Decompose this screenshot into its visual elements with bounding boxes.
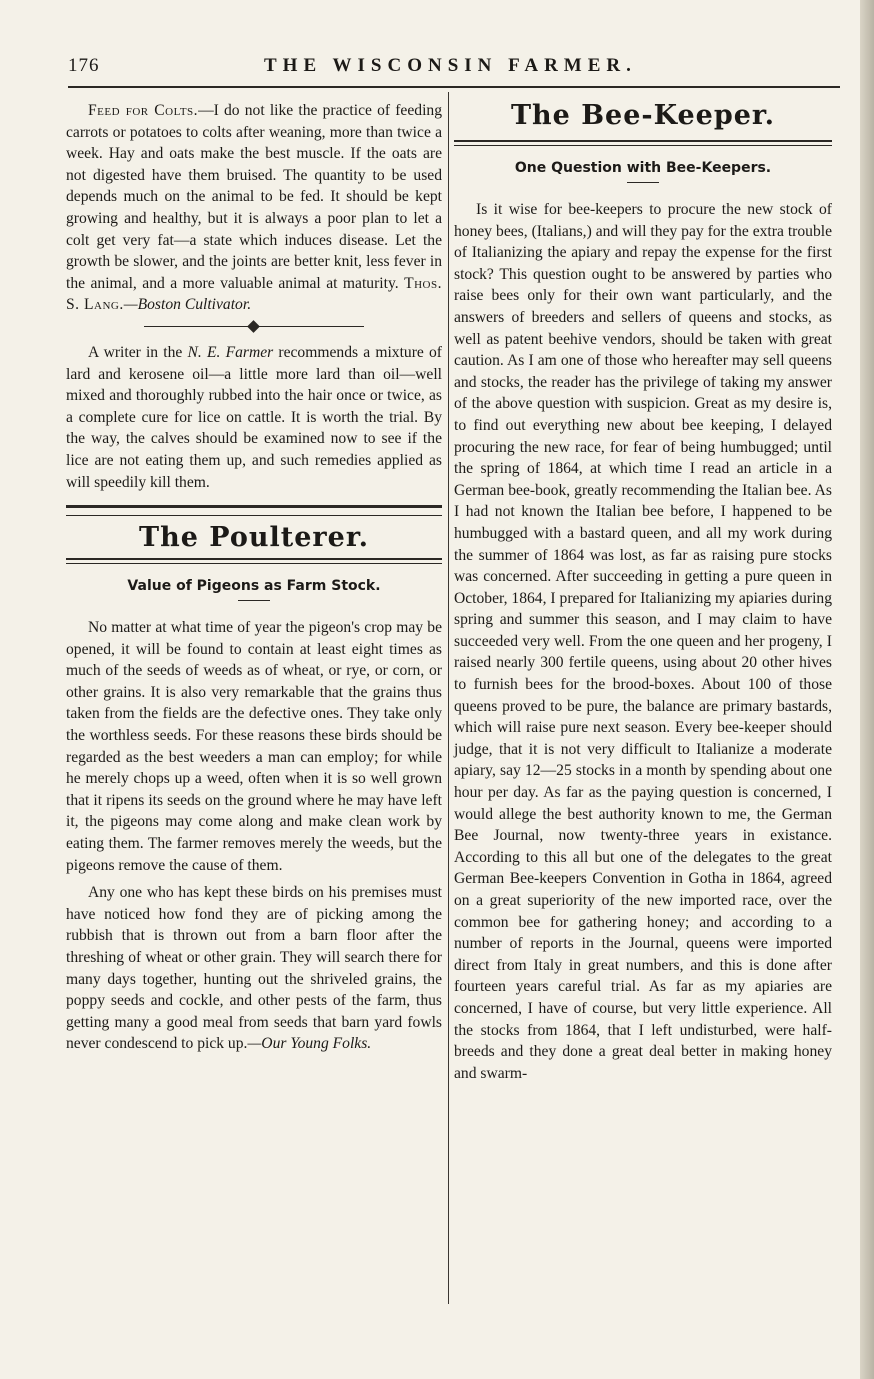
article-source: —Our Young Folks. <box>247 1035 372 1053</box>
section-title-bee-keeper: The Bee-Keeper. <box>510 100 776 131</box>
short-rule <box>238 600 270 601</box>
ornament-divider <box>144 322 364 332</box>
article-text: recommends a mixture of lard and kerosene oil—a little more lard than oil—well mixed and thoroughly rubbed into the hair once or twice, as a complete cure for lice on cattle. It is worth the trial. By the way, the calves should be examined now to see if the lice are not eating them up, and such remedies applied as will speedily kill them. <box>66 343 442 491</box>
ornament-diamond-icon <box>247 320 260 333</box>
section-rule <box>66 558 442 564</box>
page-number: 176 <box>68 55 100 76</box>
page-header <box>68 55 838 85</box>
article-signature: Thos. S. Lang. <box>66 274 442 314</box>
header-rule <box>68 86 840 88</box>
page-edge <box>860 0 874 1379</box>
section-rule <box>454 140 832 146</box>
pigeons-paragraph: No matter at what time of year the pigeon's crop may be opened, it will be found to contain at least eight times as much of the seeds of weeds as of wheat, or rye, or corn, or other grains. It is also very remarkable that the grains thus taken from the fields are the defective ones. They take only the worthless seeds. For these reasons these birds should be regarded as the best weeders a man can employ; for while he merely chops up a weed, often when it is so well grown that it ripens its seeds on the ground where he may have left it, the pigeons may come along and make clean work by eating them. The farmer removes merely the weeds, but the pigeons remove the cause of them. <box>66 619 442 874</box>
article-source: —Boston Cultivator. <box>123 296 252 314</box>
feed-for-colts-article <box>66 100 442 316</box>
article-text: A writer in the <box>88 343 188 361</box>
article-title: Value of Pigeons as Farm Stock. <box>127 578 381 595</box>
right-column <box>454 100 832 1084</box>
article-lead-caps: Feed for Colts. <box>88 102 199 119</box>
short-rule <box>627 182 659 183</box>
article-text: —I do not like the practice of feeding carrots or potatoes to colts after weaning, more than twice a week. Hay and oats make the best muscle. If the oats are not digested have them bruised. The quantity to be used depends much on the animal to be fed. It should be kept growing and healthy, but it is always a poor plan to let a colt get very fat—a state which induces disease. Let the growth be slower, and the joints are better knit, less fever in the animal, and a more valuable animal at maturity. <box>66 102 442 292</box>
left-column <box>66 100 442 1055</box>
running-head: THE WISCONSIN FARMER. <box>264 55 637 76</box>
pigeons-paragraph <box>66 882 442 1055</box>
article-title: One Question with Bee-Keepers. <box>514 160 772 176</box>
article-text: Any one who has kept these birds on his premises must have noticed how fond they are of picking among the rubbish that is thrown out from a barn floor after the threshing of wheat or other grain. They will search there for many days together, hunting out the shriveled grains, the poppy seeds and cockle, and other pests of the farm, thus getting many a good meal from seeds that barn yard fowls never condescend to pick up. <box>66 884 442 1053</box>
section-title-poulterer: The Poulterer. <box>139 522 369 554</box>
section-rule <box>66 505 442 516</box>
publication-name: N. E. Farmer <box>187 343 274 361</box>
lice-remedy-article <box>66 342 442 493</box>
bee-keepers-paragraph: Is it wise for bee-keepers to procure the new stock of honey bees, (Italians,) and will they pay for the extra trouble of Italianizing the apiary and repay the expense for the first stock? This question ought to be answered by parties who raise bees only for their own want particularly, and the answers of breeders and sellers of queens and stocks, as well as patent beehive vendors, should be taken with great caution. As I am one of those who hereafter may sell queens and stocks, the reader has the privilege of taking my answer of the above question with suspicion. Great as my desire is, to find out everything new about bee keeping, I delayed procuring the new race, for fear of being humbugged; until the spring of 1864, at which time I read an article in a German bee-book, greatly recommending the Italian bee. As I had not known the Italian bee before, I happened to be humbugged with a bastard queen, and all my work during the summer of 1864 was lost, as far as raising pure stocks was concerned. After succeeding in getting a pure queen in October, 1864, I prepared for Italianizing my apiaries during spring and summer this season, and I may claim to have succeeded very well. From the one queen and her progeny, I raised nearly 300 fertile queens, using about 20 other hives to furnish bees for the brood-boxes. About 100 of those queens proved to be pure, the balance are primary bastards, which will raise pure next season. Every bee-keeper should judge, that it is not very difficult to Italianize a moderate apiary, say 12—25 stocks in a month by spending about one hour per day. As far as the paying question is concerned, I would allege the best authority known to me, the German Bee Journal, now twenty-three years in existance. According to this all but one of the delegates to the great German Bee-keepers Convention in Gotha in 1864, agreed on a great superiority of the new imported race, over the common bee for gathering honey; and according to a number of reports in the Journal, queens were imported direct from Italy in great numbers, and this is done after fourteen years careful trial. As far as my apiaries are concerned, I have of course, but very little experience. All the stocks from 1864, that I left undisturbed, were half-breeds and they done a great deal better in making honey and swarm- <box>454 201 832 1082</box>
column-divider <box>448 92 449 1304</box>
